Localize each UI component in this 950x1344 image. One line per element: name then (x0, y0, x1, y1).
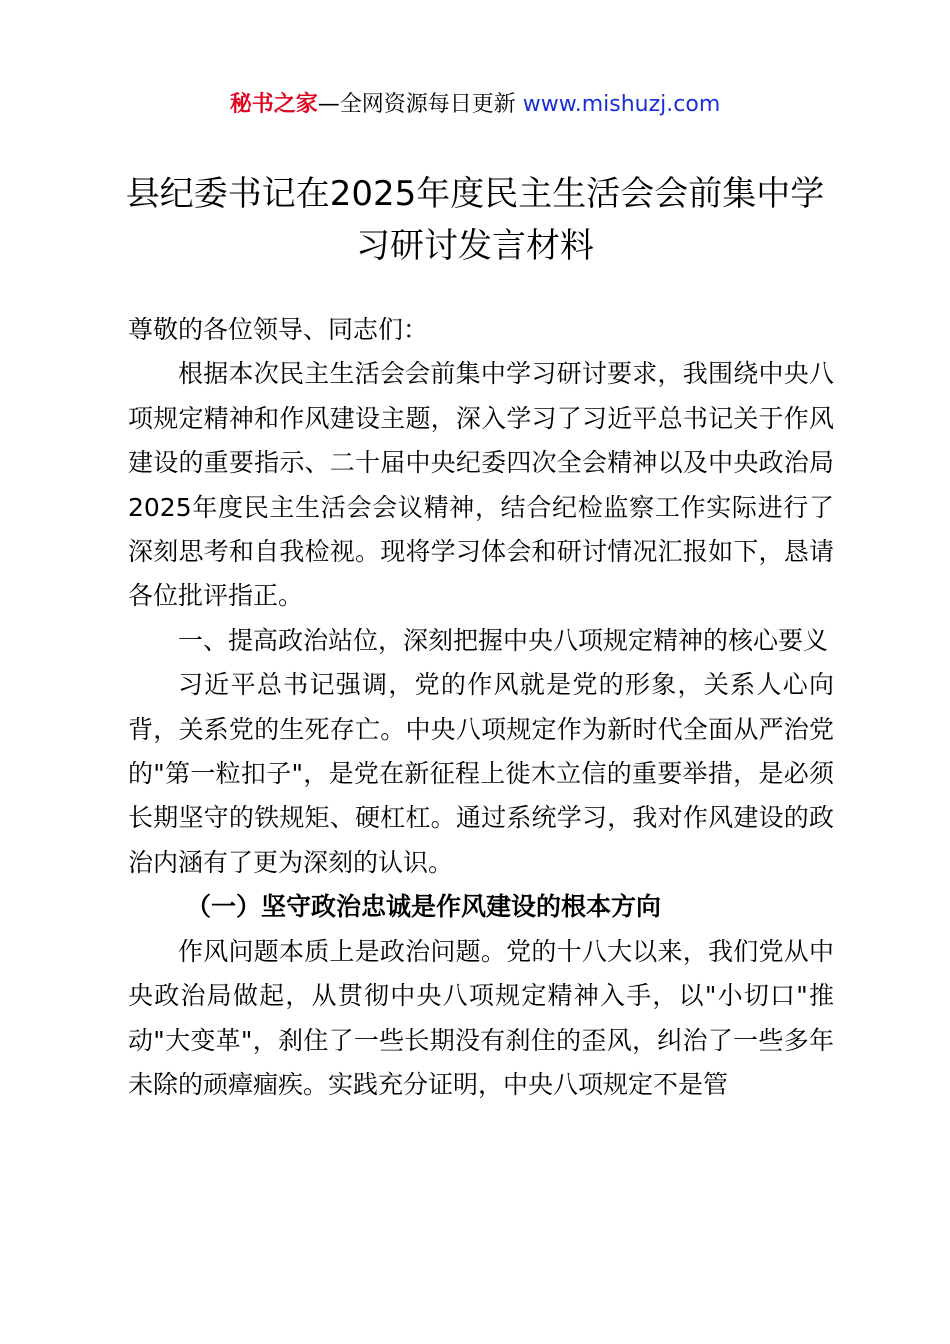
salutation: 尊敬的各位领导、同志们： (128, 315, 429, 344)
site-header (0, 90, 950, 120)
document-title: 县纪委书记在2025年度民主生活会会前集中学习研讨发言材料 (125, 174, 825, 266)
header-slogan: —全网资源每日更新 (317, 92, 516, 117)
brand-name: 秘书之家 (229, 92, 318, 117)
document-body (128, 308, 834, 1107)
subsection-heading: （一）坚守政治忠诚是作风建设的根本方向 (186, 892, 662, 922)
site-url-link[interactable]: www.mishuzj.com (522, 92, 721, 117)
subsection-paragraph: 作风问题本质上是政治问题。党的十八大以来，我们党从中央政治局做起，从贯彻中央八项规定精神入手，以"小切口"推动"大变革"，刹住了一些长期没有刹住的歪风，纠治了一些多年未除的顽瘴痼疾。实践充分证明，中央八项规定不是管 (128, 936, 834, 1099)
section-paragraph: 习近平总书记强调，党的作风就是党的形象，关系人心向背，关系党的生死存亡。中央八项规定作为新时代全面从严治党的"第一粒扣子"，是党在新征程上徙木立信的重要举措，是必须长期坚守的铁规矩、硬杠杠。通过系统学习，我对作风建设的政治内涵有了更为深刻的认识。 (128, 670, 834, 877)
section-heading: 一、提高政治站位，深刻把握中央八项规定精神的核心要义 (178, 625, 829, 655)
intro-paragraph: 根据本次民主生活会会前集中学习研讨要求，我围绕中央八项规定精神和作风建设主题，深入学习了习近平总书记关于作风建设的重要指示、二十届中央纪委四次全会精神以及中央政治局2025年度民主生活会会议精神，结合纪检监察工作实际进行了深刻思考和自我检视。现将学习体会和研讨情况汇报如下，恳请各位批评指正。 (128, 359, 834, 611)
